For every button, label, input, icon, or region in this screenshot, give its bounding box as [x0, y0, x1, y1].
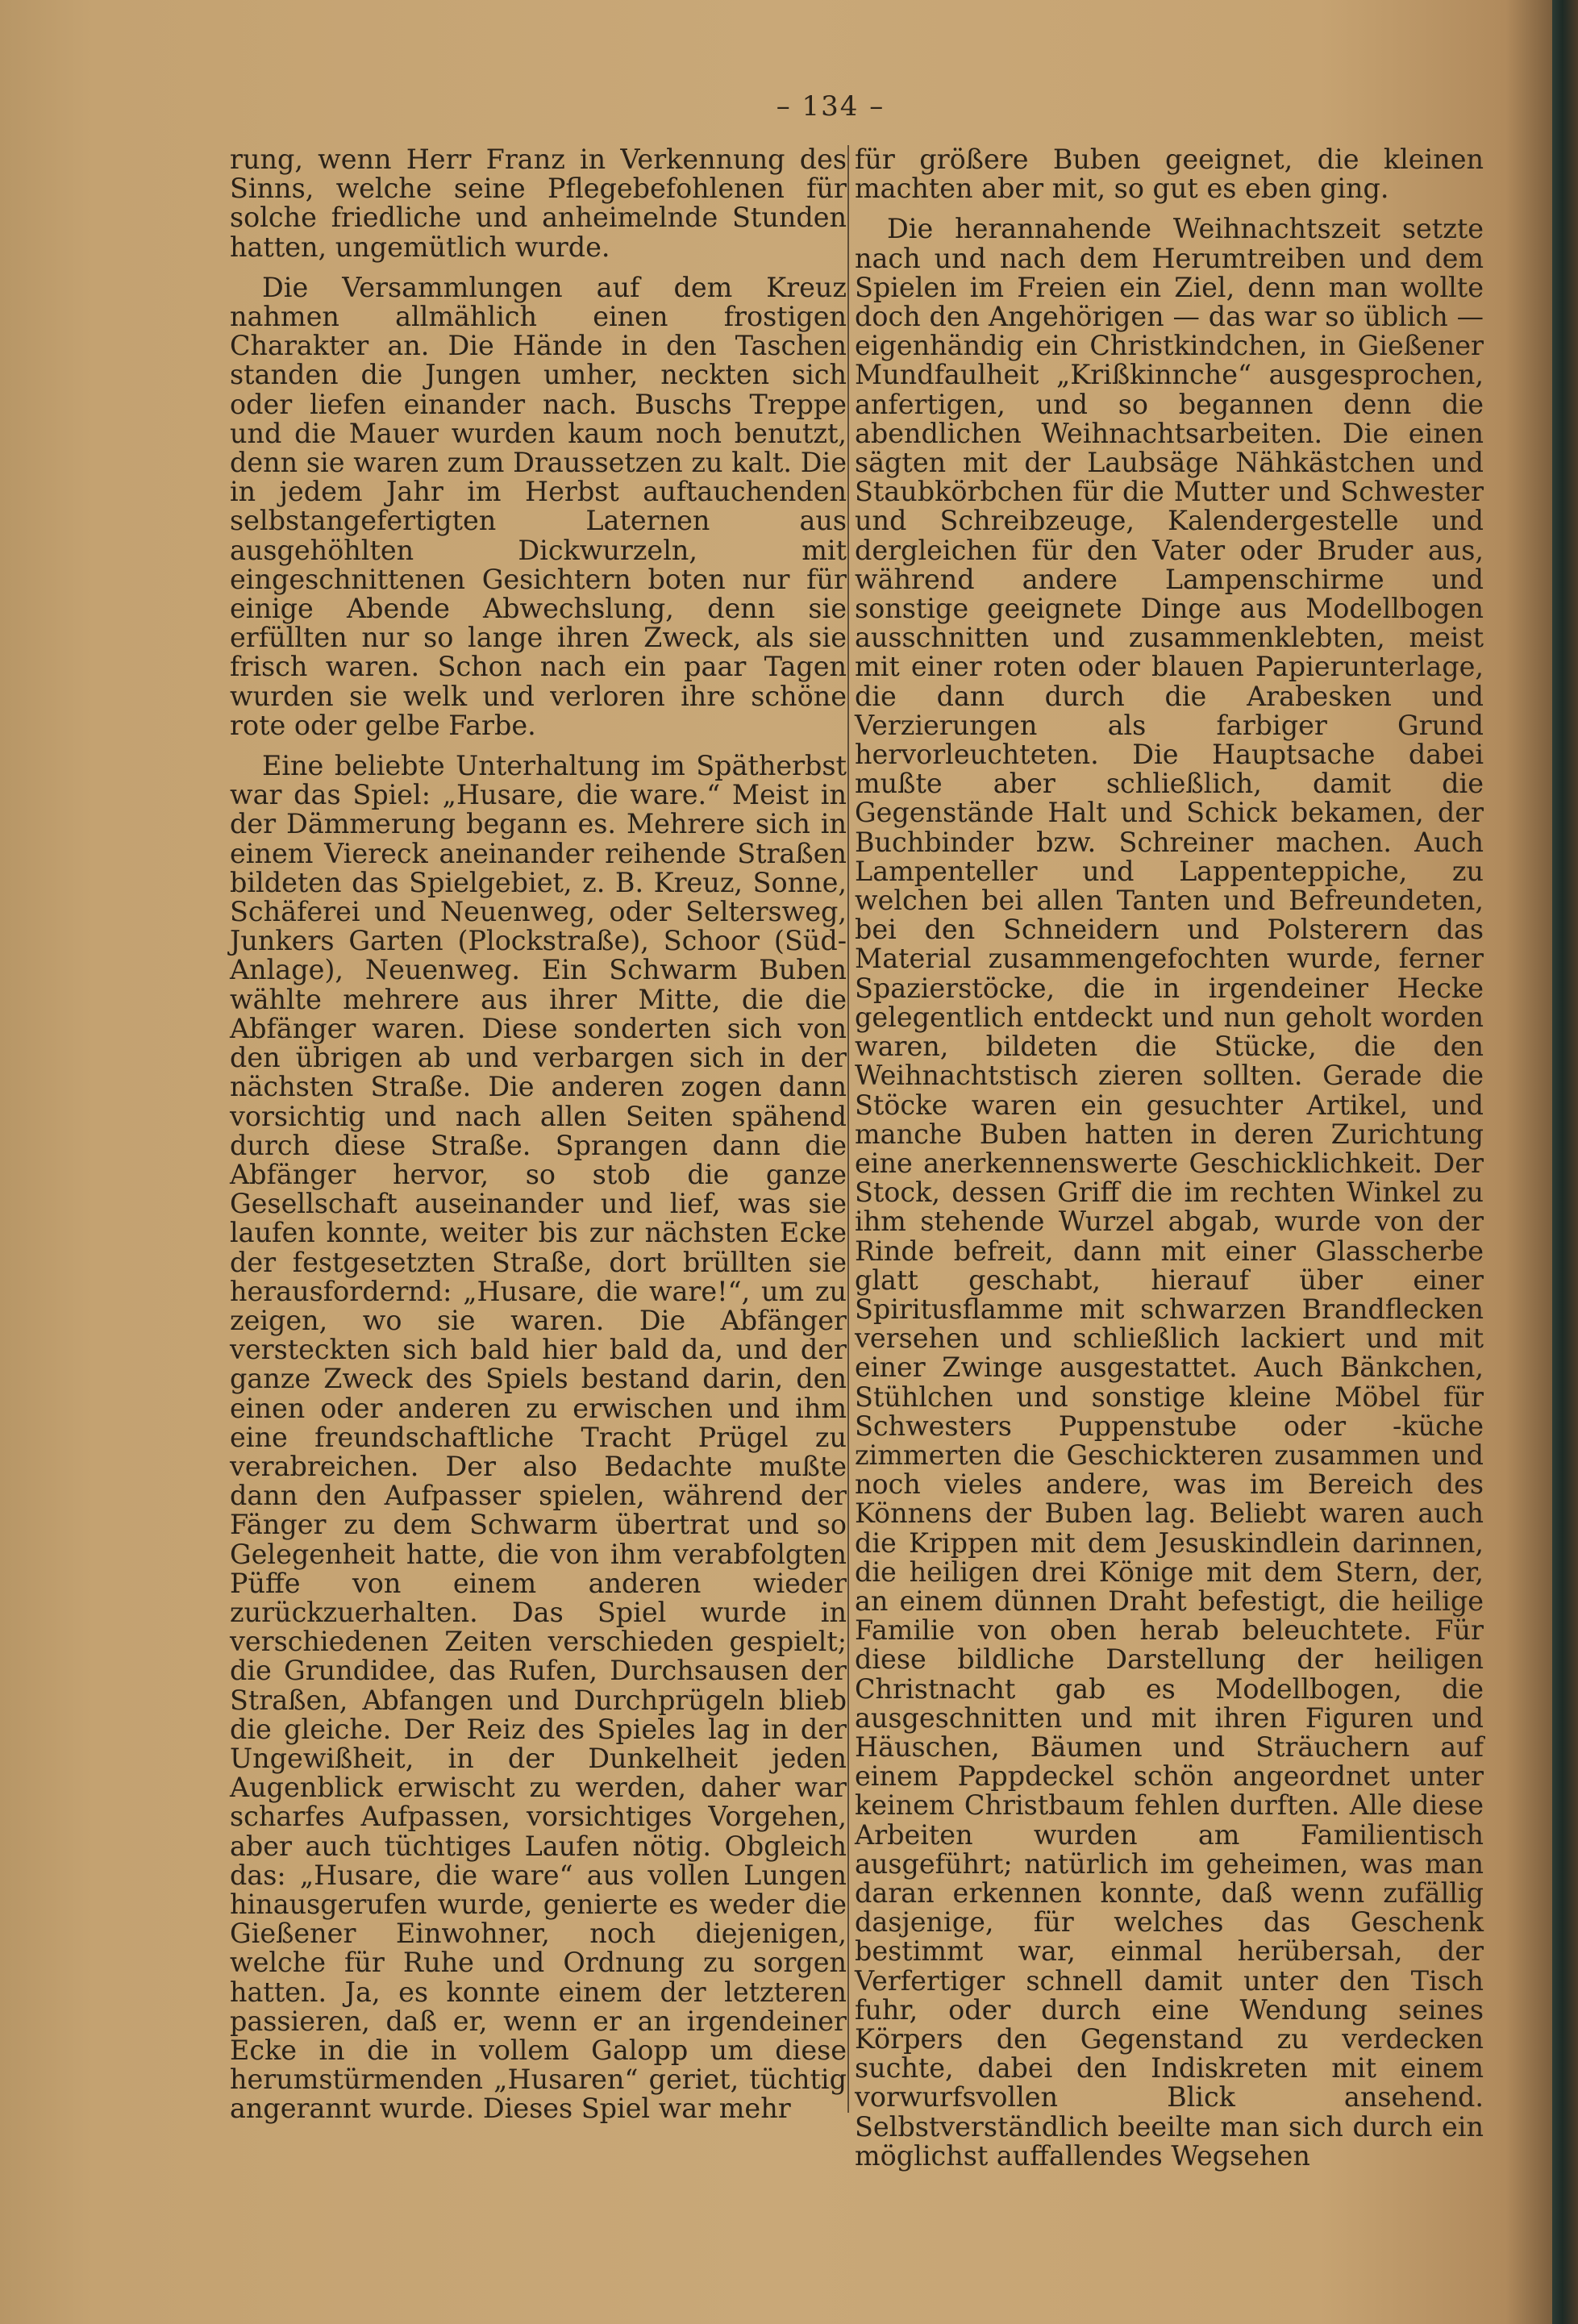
left-column	[230, 144, 847, 2125]
right-paragraph-2: Die herannahende Weihnachtszeit setzte nach und nach dem Herumtreiben und dem Spielen im Freien ein Ziel, denn man wollte doch den Angehörigen — das war so üblich — eigenhändig ein Christkindchen, in Gießener Mundfaulheit „Krißkinnche“ ausgesprochen, anfertigen, und so begannen denn die abendlichen Weihnachtsarbeiten. Die einen sägten mit der Laubsäge Nähkästchen und Staubkörbchen für die Mutter und Schwester und Schreibzeuge, Kalendergestelle und dergleichen für den Vater oder Bruder aus, während andere Lampenschirme und sonstige geeignete Dinge aus Modellbogen ausschnitten und zusammenklebten, meist mit einer roten oder blauen Papierunterlage, die dann durch die Arabesken und Verzierungen als farbiger Grund hervorleuchteten. Die Hauptsache dabei mußte aber schließlich, damit die Gegenstände Halt und Schick bekamen, der Buchbinder bzw. Schreiner machen. Auch Lampenteller und Lappenteppiche, zu welchen bei allen Tanten und Befreundeten, bei den Schneidern und Polsterern das Material zusammengefochten wurde, ferner Spazierstöcke, die in irgendeiner Hecke gelegentlich entdeckt und nun geholt worden waren, bildeten die Stücke, die den Weihnachtstisch zieren sollten. Gerade die Stöcke waren ein gesuchter Artikel, und manche Buben hatten in deren Zurichtung eine anerkennenswerte Geschicklichkeit. Der Stock, dessen Griff die im rechten Winkel zu ihm stehende Wurzel abgab, wurde von der Rinde befreit, dann mit einer Glasscherbe glatt geschabt, hierauf über einer Spiritusflamme mit schwarzen Brandflecken versehen und schließlich lackiert und mit einer Zwinge ausgestattet. Auch Bänkchen, Stühlchen und sonstige kleine Möbel für Schwesters Puppenstube oder -küche zimmerten die Geschickteren zusammen und noch vieles andere, was im Bereich des Könnens der Buben lag. Beliebt waren auch die Krippen mit dem Jesuskindlein darinnen, die heiligen drei Könige mit dem Stern, der, an einem dünnen Draht befestigt, die heilige Familie von oben herab beleuchtete. Für diese bildliche Darstellung der heiligen Christnacht gab es Modellbogen, die ausgeschnitten und mit ihren Figuren und Häuschen, Bäumen und Sträuchern auf einem Pappdeckel schön angeordnet unter keinem Christbaum fehlen durften. Alle diese Arbeiten wurden am Familientisch ausgeführt; natürlich im geheimen, was man daran erkennen konnte, daß wenn zufällig dasjenige, für welches das Geschenk bestimmt war, einmal herübersah, der Verfertiger schnell damit unter den Tisch fuhr, oder durch eine Wendung seines Körpers den Gegenstand zu verdecken suchte, dabei den Indiskreten mit einem vorwurfsvollen Blick ansehend. Selbstverständlich beeilte man sich durch ein möglichst auffallendes Wegsehen	[855, 213, 1484, 2172]
book-binding-edge	[1552, 0, 1578, 2324]
column-divider	[847, 145, 849, 2113]
page-number: – 134 –	[776, 90, 885, 123]
left-paragraph-3: Eine beliebte Unterhaltung im Spätherbst war das Spiel: „Husare, die ware.“ Meist in der Dämmerung begann es. Mehrere sich in einem Viereck aneinander reihende Straßen bildeten das Spielgebiet, z. B. Kreuz, Sonne, Schäferei und Neuenweg, oder Seltersweg, Junkers Garten (Plockstraße), Schoor (Süd-Anlage), Neuenweg. Ein Schwarm Buben wählte mehrere aus ihrer Mitte, die die Abfänger waren. Diese sonderten sich von den übrigen ab und verbargen sich in der nächsten Straße. Die anderen zogen dann vorsichtig und nach allen Seiten spähend durch diese Straße. Sprangen dann die Abfänger hervor, so stob die ganze Gesellschaft auseinander und lief, was sie laufen konnte, weiter bis zur nächsten Ecke der festgesetzten Straße, dort brüllten sie herausfordernd: „Husare, die ware!“, um zu zeigen, wo sie waren. Die Abfänger versteckten sich bald hier bald da, und der ganze Zweck des Spiels bestand darin, den einen oder anderen zu erwischen und ihm eine freundschaftliche Tracht Prügel zu verabreichen. Der also Bedachte mußte dann den Aufpasser spielen, während der Fänger zu dem Schwarm übertrat und so Gelegenheit hatte, die von ihm verabfolgten Püffe von einem anderen wieder zurückzuerhalten. Das Spiel wurde in verschiedenen Zeiten verschieden gespielt; die Grundidee, das Rufen, Durchsausen der Straßen, Abfangen und Durchprügeln blieb die gleiche. Der Reiz des Spieles lag in der Ungewißheit, in der Dunkelheit jeden Augenblick erwischt zu werden, daher war scharfes Aufpassen, vorsichtiges Vorgehen, aber auch tüchtiges Laufen nötig. Obgleich das: „Husare, die ware“ aus vollen Lungen hinausgerufen wurde, genierte es weder die Gießener Einwohner, noch diejenigen, welche für Ruhe und Ordnung zu sorgen hatten. Ja, es konnte einem der letzteren passieren, daß er, wenn er an irgendeiner Ecke in die in vollem Galopp um diese herumstürmenden „Husaren“ geriet, tüchtig angerannt wurde. Dieses Spiel war mehr	[230, 750, 847, 2125]
right-paragraph-1: für größere Buben geeignet, die kleinen machten aber mit, so gut es eben ging.	[855, 144, 1484, 205]
right-column	[855, 144, 1484, 2172]
left-paragraph-2: Die Versammlungen auf dem Kreuz nahmen allmählich einen frostigen Charakter an. Die Hände in den Taschen standen die Jungen umher, neckten sich oder liefen einander nach. Buschs Treppe und die Mauer wurden kaum noch benutzt, denn sie waren zum Draussetzen zu kalt. Die in jedem Jahr im Herbst auftauchenden selbstangefertigten Laternen aus ausgehöhlten Dickwurzeln, mit eingeschnittenen Gesichtern boten nur für einige Abende Abwechslung, denn sie erfüllten nur so lange ihren Zweck, als sie frisch waren. Schon nach ein paar Tagen wurden sie welk und verloren ihre schöne rote oder gelbe Farbe.	[230, 271, 847, 741]
left-paragraph-1: rung, wenn Herr Franz in Verkennung des Sinns, welche seine Pflegebefohlenen für solche friedliche und anheimelnde Stunden hatten, ungemütlich wurde.	[230, 144, 847, 263]
